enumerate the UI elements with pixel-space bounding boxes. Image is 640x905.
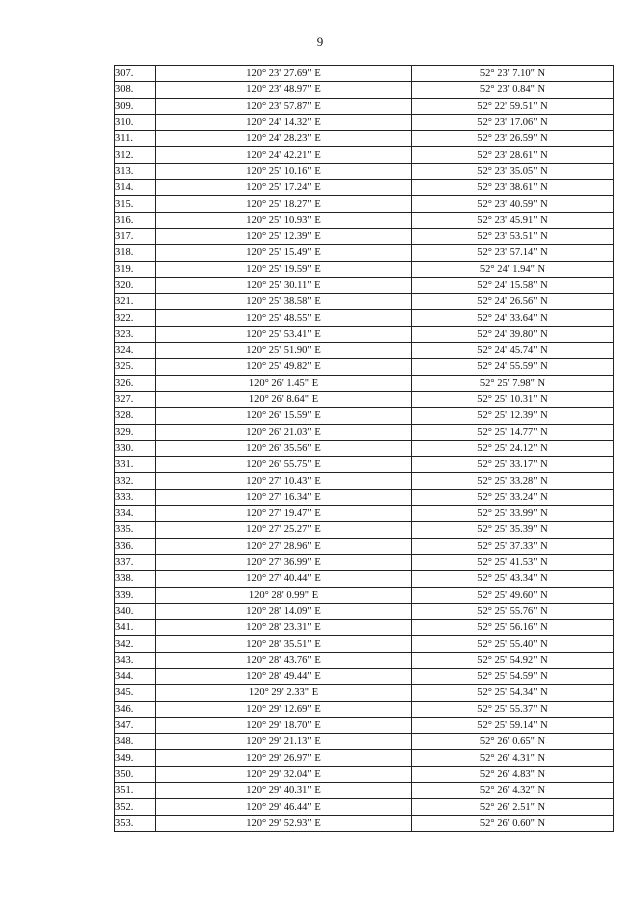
point-number-cell: 322. — [115, 310, 156, 326]
longitude-cell: 120° 28' 0.99" E — [156, 587, 412, 603]
latitude-cell: 52° 25' 54.92" N — [412, 652, 614, 668]
table-row — [115, 245, 614, 261]
latitude-cell: 52° 24' 15.58" N — [412, 277, 614, 293]
page-number: 9 — [316, 34, 324, 49]
latitude-cell: 52° 26' 4.31" N — [412, 750, 614, 766]
point-number-cell: 340. — [115, 603, 156, 619]
longitude-cell: 120° 27' 25.27" E — [156, 522, 412, 538]
table-row — [115, 326, 614, 342]
point-number-cell: 307. — [115, 66, 156, 82]
longitude-cell: 120° 26' 8.64" E — [156, 391, 412, 407]
latitude-cell: 52° 26' 4.83" N — [412, 766, 614, 782]
point-number-cell: 312. — [115, 147, 156, 163]
point-number-cell: 337. — [115, 554, 156, 570]
point-number-cell: 351. — [115, 783, 156, 799]
longitude-cell: 120° 25' 49.82" E — [156, 359, 412, 375]
point-number-cell: 326. — [115, 375, 156, 391]
table-row — [115, 473, 614, 489]
point-number-cell: 338. — [115, 571, 156, 587]
table-row — [115, 131, 614, 147]
latitude-cell: 52° 23' 26.59" N — [412, 131, 614, 147]
longitude-cell: 120° 24' 42.21" E — [156, 147, 412, 163]
latitude-cell: 52° 23' 57.14" N — [412, 245, 614, 261]
latitude-cell: 52° 23' 35.05" N — [412, 163, 614, 179]
point-number-cell: 310. — [115, 114, 156, 130]
longitude-cell: 120° 25' 30.11" E — [156, 277, 412, 293]
table-row — [115, 147, 614, 163]
table-row — [115, 799, 614, 815]
point-number-cell: 313. — [115, 163, 156, 179]
point-number-cell: 317. — [115, 228, 156, 244]
table-row — [115, 114, 614, 130]
table-row — [115, 620, 614, 636]
latitude-cell: 52° 25' 10.31" N — [412, 391, 614, 407]
longitude-cell: 120° 26' 15.59" E — [156, 408, 412, 424]
latitude-cell: 52° 24' 26.56" N — [412, 294, 614, 310]
longitude-cell: 120° 28' 35.51" E — [156, 636, 412, 652]
longitude-cell: 120° 23' 57.87" E — [156, 98, 412, 114]
longitude-cell: 120° 27' 19.47" E — [156, 506, 412, 522]
latitude-cell: 52° 24' 55.59" N — [412, 359, 614, 375]
table-row — [115, 261, 614, 277]
latitude-cell: 52° 25' 33.99" N — [412, 506, 614, 522]
latitude-cell: 52° 25' 24.12" N — [412, 440, 614, 456]
point-number-cell: 320. — [115, 277, 156, 293]
table-row — [115, 98, 614, 114]
latitude-cell: 52° 25' 33.28" N — [412, 473, 614, 489]
point-number-cell: 334. — [115, 506, 156, 522]
table-row — [115, 717, 614, 733]
latitude-cell: 52° 25' 56.16" N — [412, 620, 614, 636]
table-row — [115, 636, 614, 652]
table-row — [115, 538, 614, 554]
longitude-cell: 120° 25' 10.93" E — [156, 212, 412, 228]
table-row — [115, 815, 614, 831]
latitude-cell: 52° 24' 45.74" N — [412, 343, 614, 359]
table-row — [115, 783, 614, 799]
point-number-cell: 345. — [115, 685, 156, 701]
point-number-cell: 315. — [115, 196, 156, 212]
longitude-cell: 120° 25' 10.16" E — [156, 163, 412, 179]
point-number-cell: 323. — [115, 326, 156, 342]
table-row — [115, 440, 614, 456]
table-row — [115, 196, 614, 212]
longitude-cell: 120° 26' 55.75" E — [156, 457, 412, 473]
longitude-cell: 120° 25' 51.90" E — [156, 343, 412, 359]
point-number-cell: 324. — [115, 343, 156, 359]
longitude-cell: 120° 27' 36.99" E — [156, 554, 412, 570]
longitude-cell: 120° 29' 12.69" E — [156, 701, 412, 717]
table-row — [115, 766, 614, 782]
table-row — [115, 489, 614, 505]
longitude-cell: 120° 27' 10.43" E — [156, 473, 412, 489]
table-row — [115, 310, 614, 326]
point-number-cell: 332. — [115, 473, 156, 489]
latitude-cell: 52° 25' 54.34" N — [412, 685, 614, 701]
latitude-cell: 52° 25' 41.53" N — [412, 554, 614, 570]
table-row — [115, 603, 614, 619]
longitude-cell: 120° 28' 23.31" E — [156, 620, 412, 636]
table-row — [115, 554, 614, 570]
latitude-cell: 52° 26' 0.60" N — [412, 815, 614, 831]
table-row — [115, 228, 614, 244]
latitude-cell: 52° 25' 12.39" N — [412, 408, 614, 424]
table-row — [115, 424, 614, 440]
latitude-cell: 52° 25' 59.14" N — [412, 717, 614, 733]
point-number-cell: 353. — [115, 815, 156, 831]
table-row — [115, 457, 614, 473]
longitude-cell: 120° 27' 16.34" E — [156, 489, 412, 505]
longitude-cell: 120° 29' 2.33" E — [156, 685, 412, 701]
point-number-cell: 314. — [115, 180, 156, 196]
latitude-cell: 52° 25' 33.17" N — [412, 457, 614, 473]
point-number-cell: 347. — [115, 717, 156, 733]
table-row — [115, 685, 614, 701]
latitude-cell: 52° 24' 39.80" N — [412, 326, 614, 342]
point-number-cell: 308. — [115, 82, 156, 98]
table-row — [115, 66, 614, 82]
point-number-cell: 348. — [115, 734, 156, 750]
latitude-cell: 52° 24' 1.94" N — [412, 261, 614, 277]
point-number-cell: 346. — [115, 701, 156, 717]
point-number-cell: 328. — [115, 408, 156, 424]
longitude-cell: 120° 26' 1.45" E — [156, 375, 412, 391]
longitude-cell: 120° 25' 12.39" E — [156, 228, 412, 244]
table-row — [115, 587, 614, 603]
table-row — [115, 506, 614, 522]
longitude-cell: 120° 29' 32.04" E — [156, 766, 412, 782]
point-number-cell: 316. — [115, 212, 156, 228]
longitude-cell: 120° 27' 28.96" E — [156, 538, 412, 554]
point-number-cell: 341. — [115, 620, 156, 636]
coordinates-table-body — [115, 66, 614, 832]
table-row — [115, 522, 614, 538]
point-number-cell: 309. — [115, 98, 156, 114]
longitude-cell: 120° 28' 14.09" E — [156, 603, 412, 619]
point-number-cell: 329. — [115, 424, 156, 440]
latitude-cell: 52° 23' 53.51" N — [412, 228, 614, 244]
latitude-cell: 52° 23' 45.91" N — [412, 212, 614, 228]
latitude-cell: 52° 25' 55.37" N — [412, 701, 614, 717]
point-number-cell: 344. — [115, 668, 156, 684]
latitude-cell: 52° 22' 59.51" N — [412, 98, 614, 114]
point-number-cell: 318. — [115, 245, 156, 261]
table-row — [115, 294, 614, 310]
longitude-cell: 120° 25' 48.55" E — [156, 310, 412, 326]
table-row — [115, 277, 614, 293]
longitude-cell: 120° 25' 15.49" E — [156, 245, 412, 261]
point-number-cell: 327. — [115, 391, 156, 407]
longitude-cell: 120° 25' 53.41" E — [156, 326, 412, 342]
table-row — [115, 163, 614, 179]
point-number-cell: 333. — [115, 489, 156, 505]
latitude-cell: 52° 23' 28.61" N — [412, 147, 614, 163]
latitude-cell: 52° 25' 54.59" N — [412, 668, 614, 684]
table-row — [115, 343, 614, 359]
longitude-cell: 120° 29' 46.44" E — [156, 799, 412, 815]
longitude-cell: 120° 28' 49.44" E — [156, 668, 412, 684]
latitude-cell: 52° 25' 35.39" N — [412, 522, 614, 538]
point-number-cell: 325. — [115, 359, 156, 375]
longitude-cell: 120° 23' 27.69" E — [156, 66, 412, 82]
longitude-cell: 120° 24' 28.23" E — [156, 131, 412, 147]
latitude-cell: 52° 23' 38.61" N — [412, 180, 614, 196]
longitude-cell: 120° 28' 43.76" E — [156, 652, 412, 668]
latitude-cell: 52° 25' 55.40" N — [412, 636, 614, 652]
longitude-cell: 120° 23' 48.97" E — [156, 82, 412, 98]
table-row — [115, 180, 614, 196]
longitude-cell: 120° 29' 40.31" E — [156, 783, 412, 799]
point-number-cell: 352. — [115, 799, 156, 815]
table-row — [115, 668, 614, 684]
longitude-cell: 120° 25' 38.58" E — [156, 294, 412, 310]
point-number-cell: 319. — [115, 261, 156, 277]
longitude-cell: 120° 29' 26.97" E — [156, 750, 412, 766]
latitude-cell: 52° 26' 4.32" N — [412, 783, 614, 799]
table-row — [115, 375, 614, 391]
longitude-cell: 120° 29' 18.70" E — [156, 717, 412, 733]
longitude-cell: 120° 27' 40.44" E — [156, 571, 412, 587]
latitude-cell: 52° 26' 2.51" N — [412, 799, 614, 815]
point-number-cell: 311. — [115, 131, 156, 147]
table-row — [115, 82, 614, 98]
longitude-cell: 120° 26' 21.03" E — [156, 424, 412, 440]
table-row — [115, 652, 614, 668]
latitude-cell: 52° 25' 33.24" N — [412, 489, 614, 505]
point-number-cell: 349. — [115, 750, 156, 766]
latitude-cell: 52° 25' 49.60" N — [412, 587, 614, 603]
latitude-cell: 52° 23' 17.06" N — [412, 114, 614, 130]
longitude-cell: 120° 25' 19.59" E — [156, 261, 412, 277]
point-number-cell: 350. — [115, 766, 156, 782]
latitude-cell: 52° 25' 43.34" N — [412, 571, 614, 587]
table-row — [115, 734, 614, 750]
latitude-cell: 52° 23' 7.10" N — [412, 66, 614, 82]
latitude-cell: 52° 23' 40.59" N — [412, 196, 614, 212]
table-row — [115, 359, 614, 375]
table-row — [115, 750, 614, 766]
point-number-cell: 343. — [115, 652, 156, 668]
longitude-cell: 120° 26' 35.56" E — [156, 440, 412, 456]
latitude-cell: 52° 23' 0.84" N — [412, 82, 614, 98]
latitude-cell: 52° 26' 0.65" N — [412, 734, 614, 750]
latitude-cell: 52° 24' 33.64" N — [412, 310, 614, 326]
longitude-cell: 120° 29' 21.13" E — [156, 734, 412, 750]
table-row — [115, 408, 614, 424]
point-number-cell: 339. — [115, 587, 156, 603]
point-number-cell: 330. — [115, 440, 156, 456]
point-number-cell: 321. — [115, 294, 156, 310]
point-number-cell: 335. — [115, 522, 156, 538]
latitude-cell: 52° 25' 37.33" N — [412, 538, 614, 554]
longitude-cell: 120° 25' 17.24" E — [156, 180, 412, 196]
latitude-cell: 52° 25' 7.98" N — [412, 375, 614, 391]
table-row — [115, 391, 614, 407]
longitude-cell: 120° 29' 52.93" E — [156, 815, 412, 831]
longitude-cell: 120° 25' 18.27" E — [156, 196, 412, 212]
latitude-cell: 52° 25' 55.76" N — [412, 603, 614, 619]
point-number-cell: 342. — [115, 636, 156, 652]
table-row — [115, 571, 614, 587]
longitude-cell: 120° 24' 14.32" E — [156, 114, 412, 130]
table-row — [115, 701, 614, 717]
latitude-cell: 52° 25' 14.77" N — [412, 424, 614, 440]
point-number-cell: 336. — [115, 538, 156, 554]
coordinates-table — [114, 65, 614, 832]
point-number-cell: 331. — [115, 457, 156, 473]
table-row — [115, 212, 614, 228]
